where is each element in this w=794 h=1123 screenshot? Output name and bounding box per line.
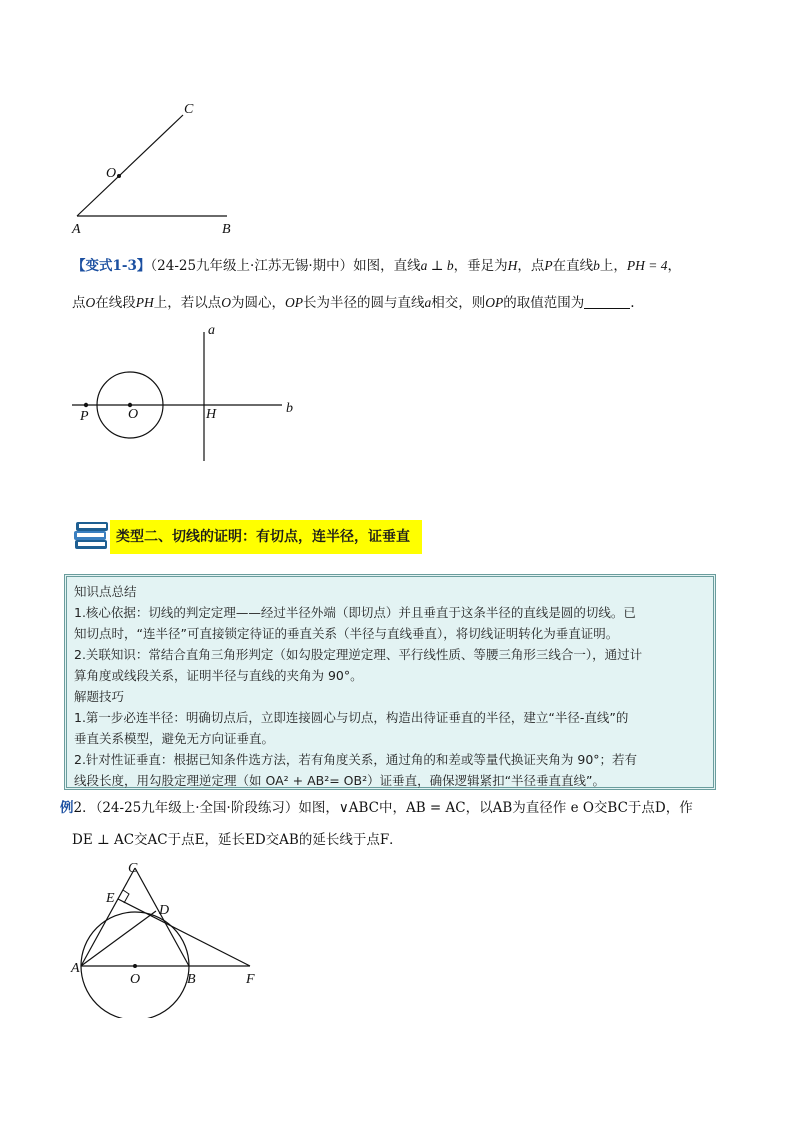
summary-line: 垂直关系模型，避免无方向证垂直。 bbox=[74, 731, 275, 746]
variant-1-3-line2: 点O在线段PH上，若以点O为圆心，OP长为半径的圆与直线a相交，则OP的取值范围为 . bbox=[72, 295, 635, 311]
figure-angle-abc bbox=[60, 95, 260, 240]
label-c: C bbox=[184, 102, 194, 117]
summary-line: 1.核心依据：切线的判定定理——经过半径外端（即切点）并且垂直于这条半径的直线是圆的切线。已 bbox=[74, 605, 636, 620]
perp-expression: a ⊥ b bbox=[420, 258, 454, 273]
segment-ad bbox=[81, 911, 156, 966]
example-tag: 例 bbox=[60, 800, 74, 816]
knowledge-summary-box bbox=[64, 574, 716, 790]
summary-line: 知切点时，“连半径”可直接锁定待证的垂直关系（半径与直线垂直），将切线证明转化为垂直证明。 bbox=[74, 626, 619, 641]
label-b-line: b bbox=[286, 401, 293, 416]
variant-1-3-line1: 【变式1-3】（24-25九年级上·江苏无锡·期中）如图，直线a ⊥ b，垂足为H，点P在直线b上，PH = 4， bbox=[72, 258, 681, 274]
point-o3 bbox=[133, 964, 137, 968]
right-angle-mark bbox=[123, 890, 129, 903]
type-two-heading: 类型二、切线的证明：有切点，连半径，证垂直 bbox=[110, 520, 422, 554]
label-o3: O bbox=[130, 972, 141, 987]
label-b: B bbox=[222, 222, 231, 237]
segment-ac-tri bbox=[81, 868, 135, 966]
point-o bbox=[117, 174, 121, 178]
label-d3: D bbox=[159, 903, 170, 918]
example-2-line2: DE ⊥ AC交AC于点E，延长ED交AB的延长线于点F． bbox=[72, 832, 403, 848]
label-h: H bbox=[206, 407, 217, 422]
label-o: O bbox=[106, 166, 117, 181]
segment-ac bbox=[77, 115, 183, 216]
point-p bbox=[84, 403, 88, 407]
summary-line: 线段长度，用勾股定理逆定理（如 OA² + AB²= OB²）证垂直，确保逻辑紧扣“半径垂直直线”。 bbox=[74, 773, 606, 788]
label-f3: F bbox=[246, 972, 255, 987]
figure-circle-lines bbox=[60, 320, 310, 468]
summary-line: 算角度或线段关系，证明半径与直线的夹角为 90°。 bbox=[74, 668, 363, 683]
summary-title: 知识点总结 bbox=[74, 584, 137, 599]
label-c3: C bbox=[128, 861, 138, 876]
label-a-line: a bbox=[208, 323, 215, 338]
summary-line: 2.针对性证垂直：根据已知条件选方法，若有角度关系，通过角的和差或等量代换证夹角为 90°；若有 bbox=[74, 752, 638, 767]
label-e3: E bbox=[106, 891, 115, 906]
label-p: P bbox=[80, 409, 89, 424]
technique-title: 解题技巧 bbox=[74, 689, 125, 704]
variant-tag: 【变式1-3】 bbox=[72, 258, 151, 274]
figure-triangle-circle bbox=[60, 858, 280, 1018]
label-a3: A bbox=[71, 961, 80, 976]
label-a: A bbox=[72, 222, 81, 237]
label-b3: B bbox=[187, 972, 196, 987]
example-2-line1: 例2．（24-25九年级上·全国·阶段练习）如图，∨ABC中，AB = AC，以AB为直径作 e O交BC于点D，作 bbox=[60, 800, 693, 816]
summary-line: 1.第一步必连半径：明确切点后，立即连接圆心与切点，构造出待证垂直的半径，建立“半径-直线”的 bbox=[74, 710, 629, 725]
answer-blank[interactable] bbox=[584, 294, 630, 309]
label-o2: O bbox=[128, 407, 139, 422]
books-icon bbox=[72, 518, 112, 554]
summary-line: 2.关联知识：常结合直角三角形判定（如勾股定理逆定理、平行线性质、等腰三角形三线合一），通过计 bbox=[74, 647, 643, 662]
